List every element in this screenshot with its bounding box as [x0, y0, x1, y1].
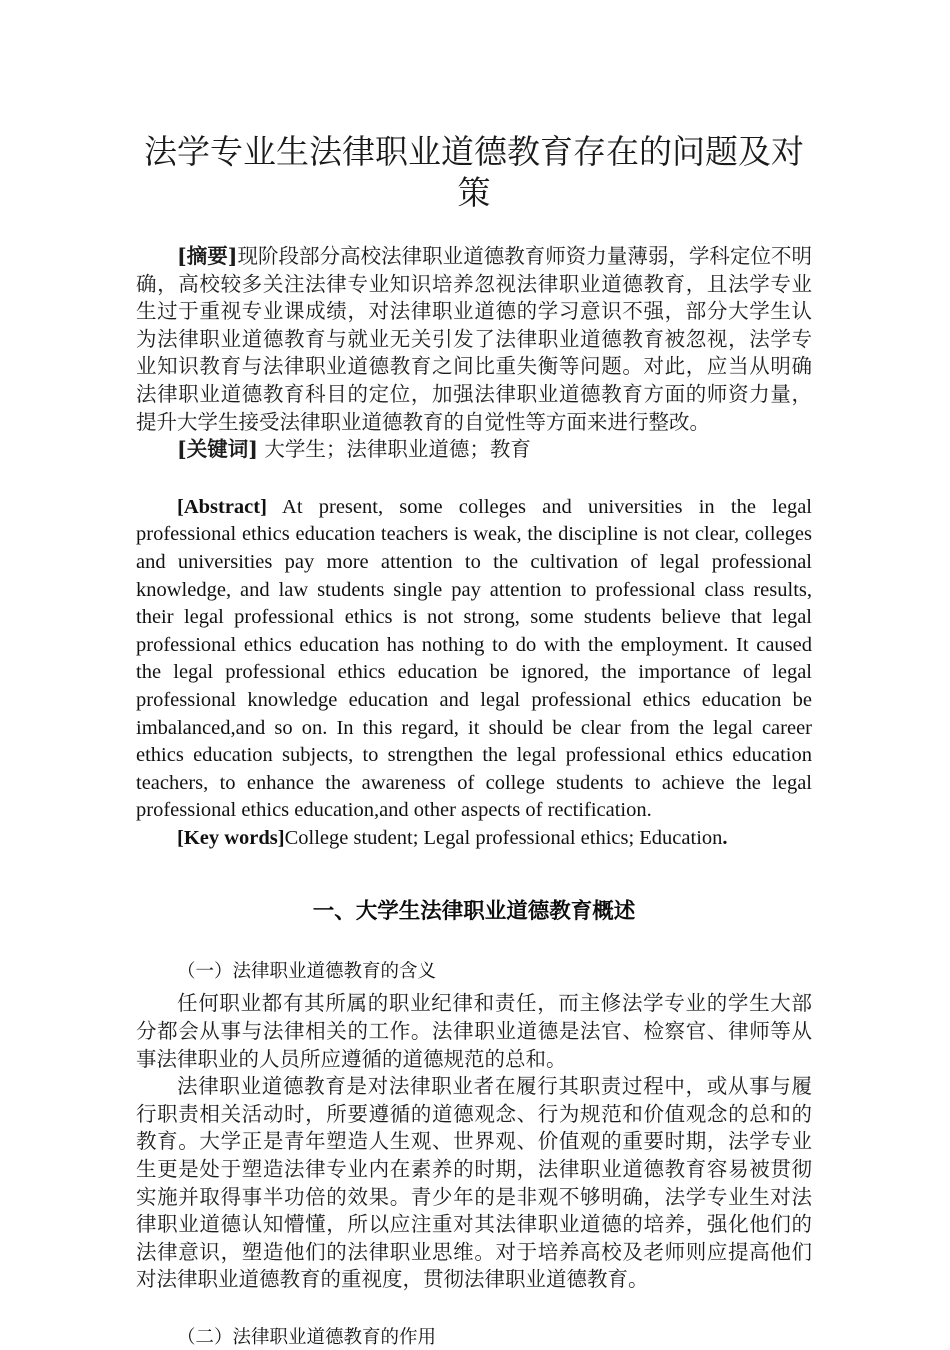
keywords-chinese-label: [关键词]	[177, 437, 258, 462]
section-heading-1: 一、大学生法律职业道德教育概述	[312, 899, 636, 924]
keywords-english-label: [Key words]	[177, 826, 285, 849]
body-paragraph: 法律职业道德教育是对法律职业者在履行其职责过程中，或从事与履行职责相关活动时，所要遵循的道德观念、行为规范和价值观念的总和的教育。大学正是青年塑造人生观、世界观、价值观的重要时期，法学专业生更是处于塑造法律专业内在素养的时期，法律职业道德教育容易被贯彻实施并取得事半功倍的效果。青少年的是非观不够明确，法学专业生对法律职业道德认知懵懂，所以应注重对其法律职业道德的培养，强化他们的法律意识，塑造他们的法律职业思维。对于培养高校及老师则应提高他们对法律职业道德教育的重视度，贯彻法律职业道德教育。	[136, 1074, 812, 1292]
abstract-chinese-text: 现阶段部分高校法律职业道德教育师资力量薄弱，学科定位不明确，高校较多关注法律专业知识培养忽视法律职业道德教育，且法学专业生过于重视专业课成绩，对法律职业道德的学习意识不强，部分大学生认为法律职业道德教育与就业无关引发了法律职业道德教育被忽视，法学专业知识教育与法律职业道德教育之间比重失衡等问题。对此，应当从明确法律职业道德教育科目的定位，加强法律职业道德教育方面的师资力量，提升大学生接受法律职业道德教育的自觉性等方面来进行整改。	[136, 244, 813, 434]
keywords-chinese-text: 大学生；法律职业道德；教育	[257, 437, 531, 462]
keywords-english-tail: .	[722, 826, 728, 849]
keywords-chinese	[136, 436, 812, 464]
abstract-english-text: At present, some colleges and universities in the legal professional ethics education teachers is weak, the discipline is not clear, colleges and universities pay more attention to the cultivation of legal professional knowledge, and law students single pay attention to professional class results, their legal professional ethics is not strong, some students believe that legal professional ethics education has nothing to do with the employment. It caused the legal professional ethics education be ignored, the importance of legal professional knowledge education and legal professional ethics education be imbalanced,and so on. In this regard, it should be clear from the legal career ethics education subjects, to strengthen the legal professional ethics education teachers, to enhance the awareness of college students to achieve the legal professional ethics education,and other aspects of rectification.	[136, 495, 812, 822]
keywords-english	[136, 825, 812, 853]
body-paragraph: 任何职业都有其所属的职业纪律和责任，而主修法学专业的学生大部分都会从事与法律相关的工作。法律职业道德是法官、检察官、律师等从事法律职业的人员所应遵循的道德规范的总和。	[136, 991, 812, 1071]
abstract-chinese	[136, 243, 812, 436]
page-title: 法学专业生法律职业道德教育存在的问题及对策	[144, 133, 804, 211]
abstract-english-label: [Abstract]	[177, 495, 267, 518]
abstract-english	[136, 494, 812, 825]
subsection-heading-1a: （一）法律职业道德教育的含义	[177, 960, 437, 982]
keywords-english-text: College student; Legal professional ethics; Education	[284, 826, 723, 849]
subsection-heading-1b: （二）法律职业道德教育的作用	[177, 1326, 437, 1347]
abstract-chinese-label: [摘要]	[177, 244, 238, 268]
